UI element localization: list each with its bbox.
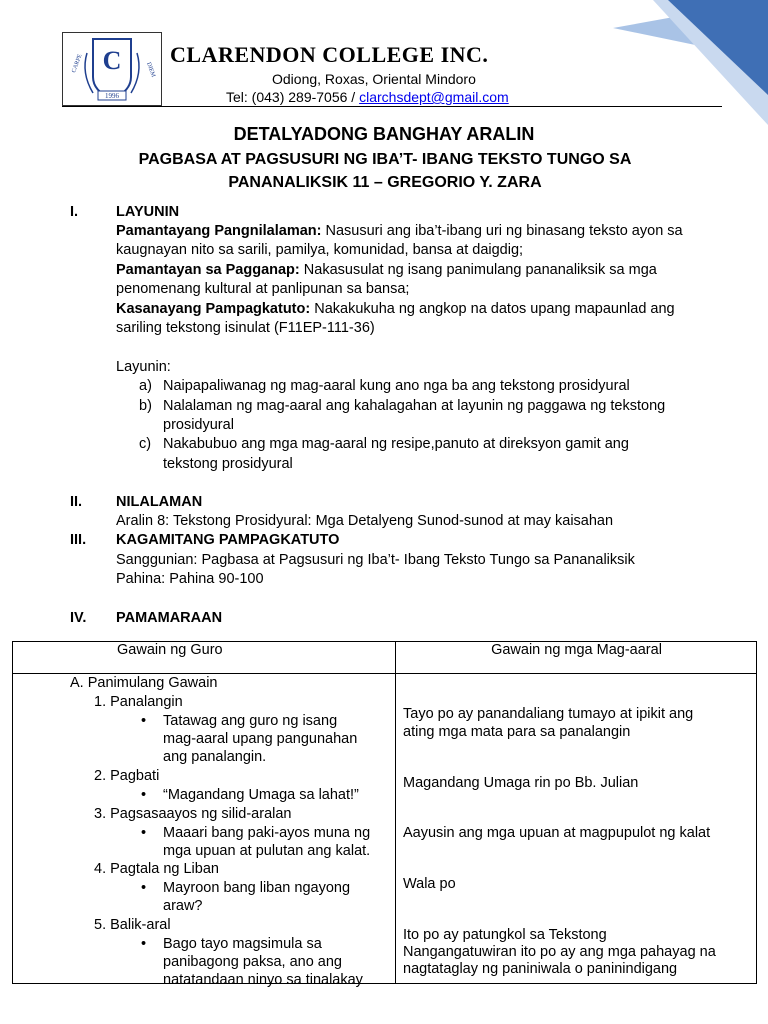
objective-c-marker: c) [139,436,152,452]
pagganap-line2: penomenang kultural at panlipunan sa bansa; [116,281,410,297]
table-header-student: Gawain ng mga Mag-aaral [396,642,757,674]
school-address: Odiong, Roxas, Oriental Mindoro [272,71,476,87]
section-number: I. [70,204,79,220]
telephone: Tel: (043) 289-7056 / [226,89,360,105]
layunin-heading: Layunin: [116,359,171,375]
email-link[interactable]: clarchsdept@gmail.com [359,89,509,105]
kasanayan-line1: Kasanayang Pampagkatuto: Nakakukuha ng angkop na datos upang mapaunlad ang [116,301,675,317]
bullet-icon: • [141,787,147,803]
bullet-icon: • [141,713,147,729]
section-a-heading: A. Panimulang Gawain [70,675,218,691]
step-panalangin: 1. Panalangin [94,694,183,710]
table-row [13,674,757,984]
section-number: III. [70,532,87,548]
header-rule [62,106,722,107]
logo-motto-left: CARPE [71,53,84,74]
section-number: IV. [70,610,87,626]
school-name: CLARENDON COLLEGE INC. [170,42,489,67]
pangnilalaman-label: Pamantayang Pangnilalaman: [116,223,322,239]
student-activities-cell: Tayo po ay panandaliang tumayo at ipikit ang ating mga mata para sa panalangin Magandang Umaga rin po Bb. Julian Aayusin ang mga upuan at magpupulot ng kalat Wala po Ito po ay patungkol sa Tekstong Nangangatuwiran ito po ay ang mga pahayag na nagtataglay ng paniniwala o paninindigang [396,674,757,984]
logo-year: 1996 [105,92,119,100]
section-title-kagamitan: KAGAMITANG PAMPAGKATUTO [116,532,340,548]
bullet-icon: • [141,825,147,841]
document-subtitle-line1: PAGBASA AT PAGSUSURI NG IBA’T- IBANG TEKSTO TUNGO SA [138,151,632,168]
section-number: II. [70,494,83,510]
kasanayan-label: Kasanayang Pampagkatuto: [116,301,311,317]
pangnilalaman-line2: kaugnayan nito sa sarili, pamilya, komunidad, bansa at daigdig; [116,242,524,258]
section-title-nilalaman: NILALAMAN [116,494,203,510]
sanggunian-text: Sanggunian: Pagbasa at Pagsusuri ng Iba’t- Ibang Teksto Tungo sa Pananaliksik [116,552,635,568]
objective-a: Naipapaliwanag ng mag-aaral kung ano nga ba ang tekstong prosidyural [163,378,630,394]
step-pagbati: 2. Pagbati [94,768,160,784]
step-pagsasaayos: 3. Pagsasaayos ng silid-aralan [94,806,292,822]
document-title: DETALYADONG BANGHAY ARALIN [233,124,535,144]
procedure-table [12,641,757,988]
school-logo [62,32,162,106]
document-subtitle-line2: PANANALIKSIK 11 – GREGORIO Y. ZARA [228,174,542,191]
objective-c-line1: Nakabubuo ang mga mag-aaral ng resipe,panuto at direksyon gamit ang [163,436,629,452]
pahina-text: Pahina: Pahina 90-100 [116,571,264,587]
logo-motto-right: DIEM [145,61,157,79]
table-header-teacher: Gawain ng Guro [13,642,396,674]
step-balik-aral: 5. Balik-aral [94,917,171,933]
objective-c-line2: tekstong prosidyural [163,456,293,472]
objective-b-line1: Nalalaman ng mag-aaral ang kahalagahan at layunin ng paggawa ng tekstong [163,398,666,414]
objective-b-line2: prosidyural [163,417,234,433]
kasanayan-line2: sariling tekstong isinulat (F11EP-111-36) [116,320,375,336]
nilalaman-text: Aralin 8: Tekstong Prosidyural: Mga Detalyeng Sunod-sunod at may kaisahan [116,513,614,529]
objective-a-marker: a) [139,378,152,394]
section-title-layunin: LAYUNIN [116,204,180,220]
section-title-pamamaraan: PAMAMARAAN [116,610,223,626]
bullet-icon: • [141,880,147,896]
laurel-shield-icon [63,33,161,105]
table-header-row [13,642,757,674]
pangnilalaman-line1: Pamantayang Pangnilalaman: Nasusuri ang iba’t-ibang uri ng binasang teksto ayon sa [116,223,683,239]
logo-letter: C [102,46,122,75]
school-contact [226,89,509,105]
bullet-icon: • [141,936,147,952]
pagganap-line1: Pamantayan sa Pagganap: Nakasusulat ng isang panimulang pananaliksik sa mga [116,262,657,278]
pagganap-label: Pamantayan sa Pagganap: [116,262,300,278]
letterhead [62,32,722,106]
step-pagtala: 4. Pagtala ng Liban [94,861,219,877]
teacher-activities-cell: A. Panimulang Gawain 1. Panalangin • Tatawag ang guro ng isang mag-aaral upang pangunahan ang panalangin. 2. Pagbati • “Magandang Umaga sa lahat!” 3. Pagsasaayos ng silid-aralan • Maaari bang paki-ayos muna ng mga upuan at pulutan ang kalat. 4. Pagtala ng Liban • Mayroon bang liban ngayong araw? 5. Balik-aral • Bago tayo magsimula sa panibagong paksa, ano ang natatandaan ninyo sa tinalakay [13,674,396,984]
objective-b-marker: b) [139,398,152,414]
